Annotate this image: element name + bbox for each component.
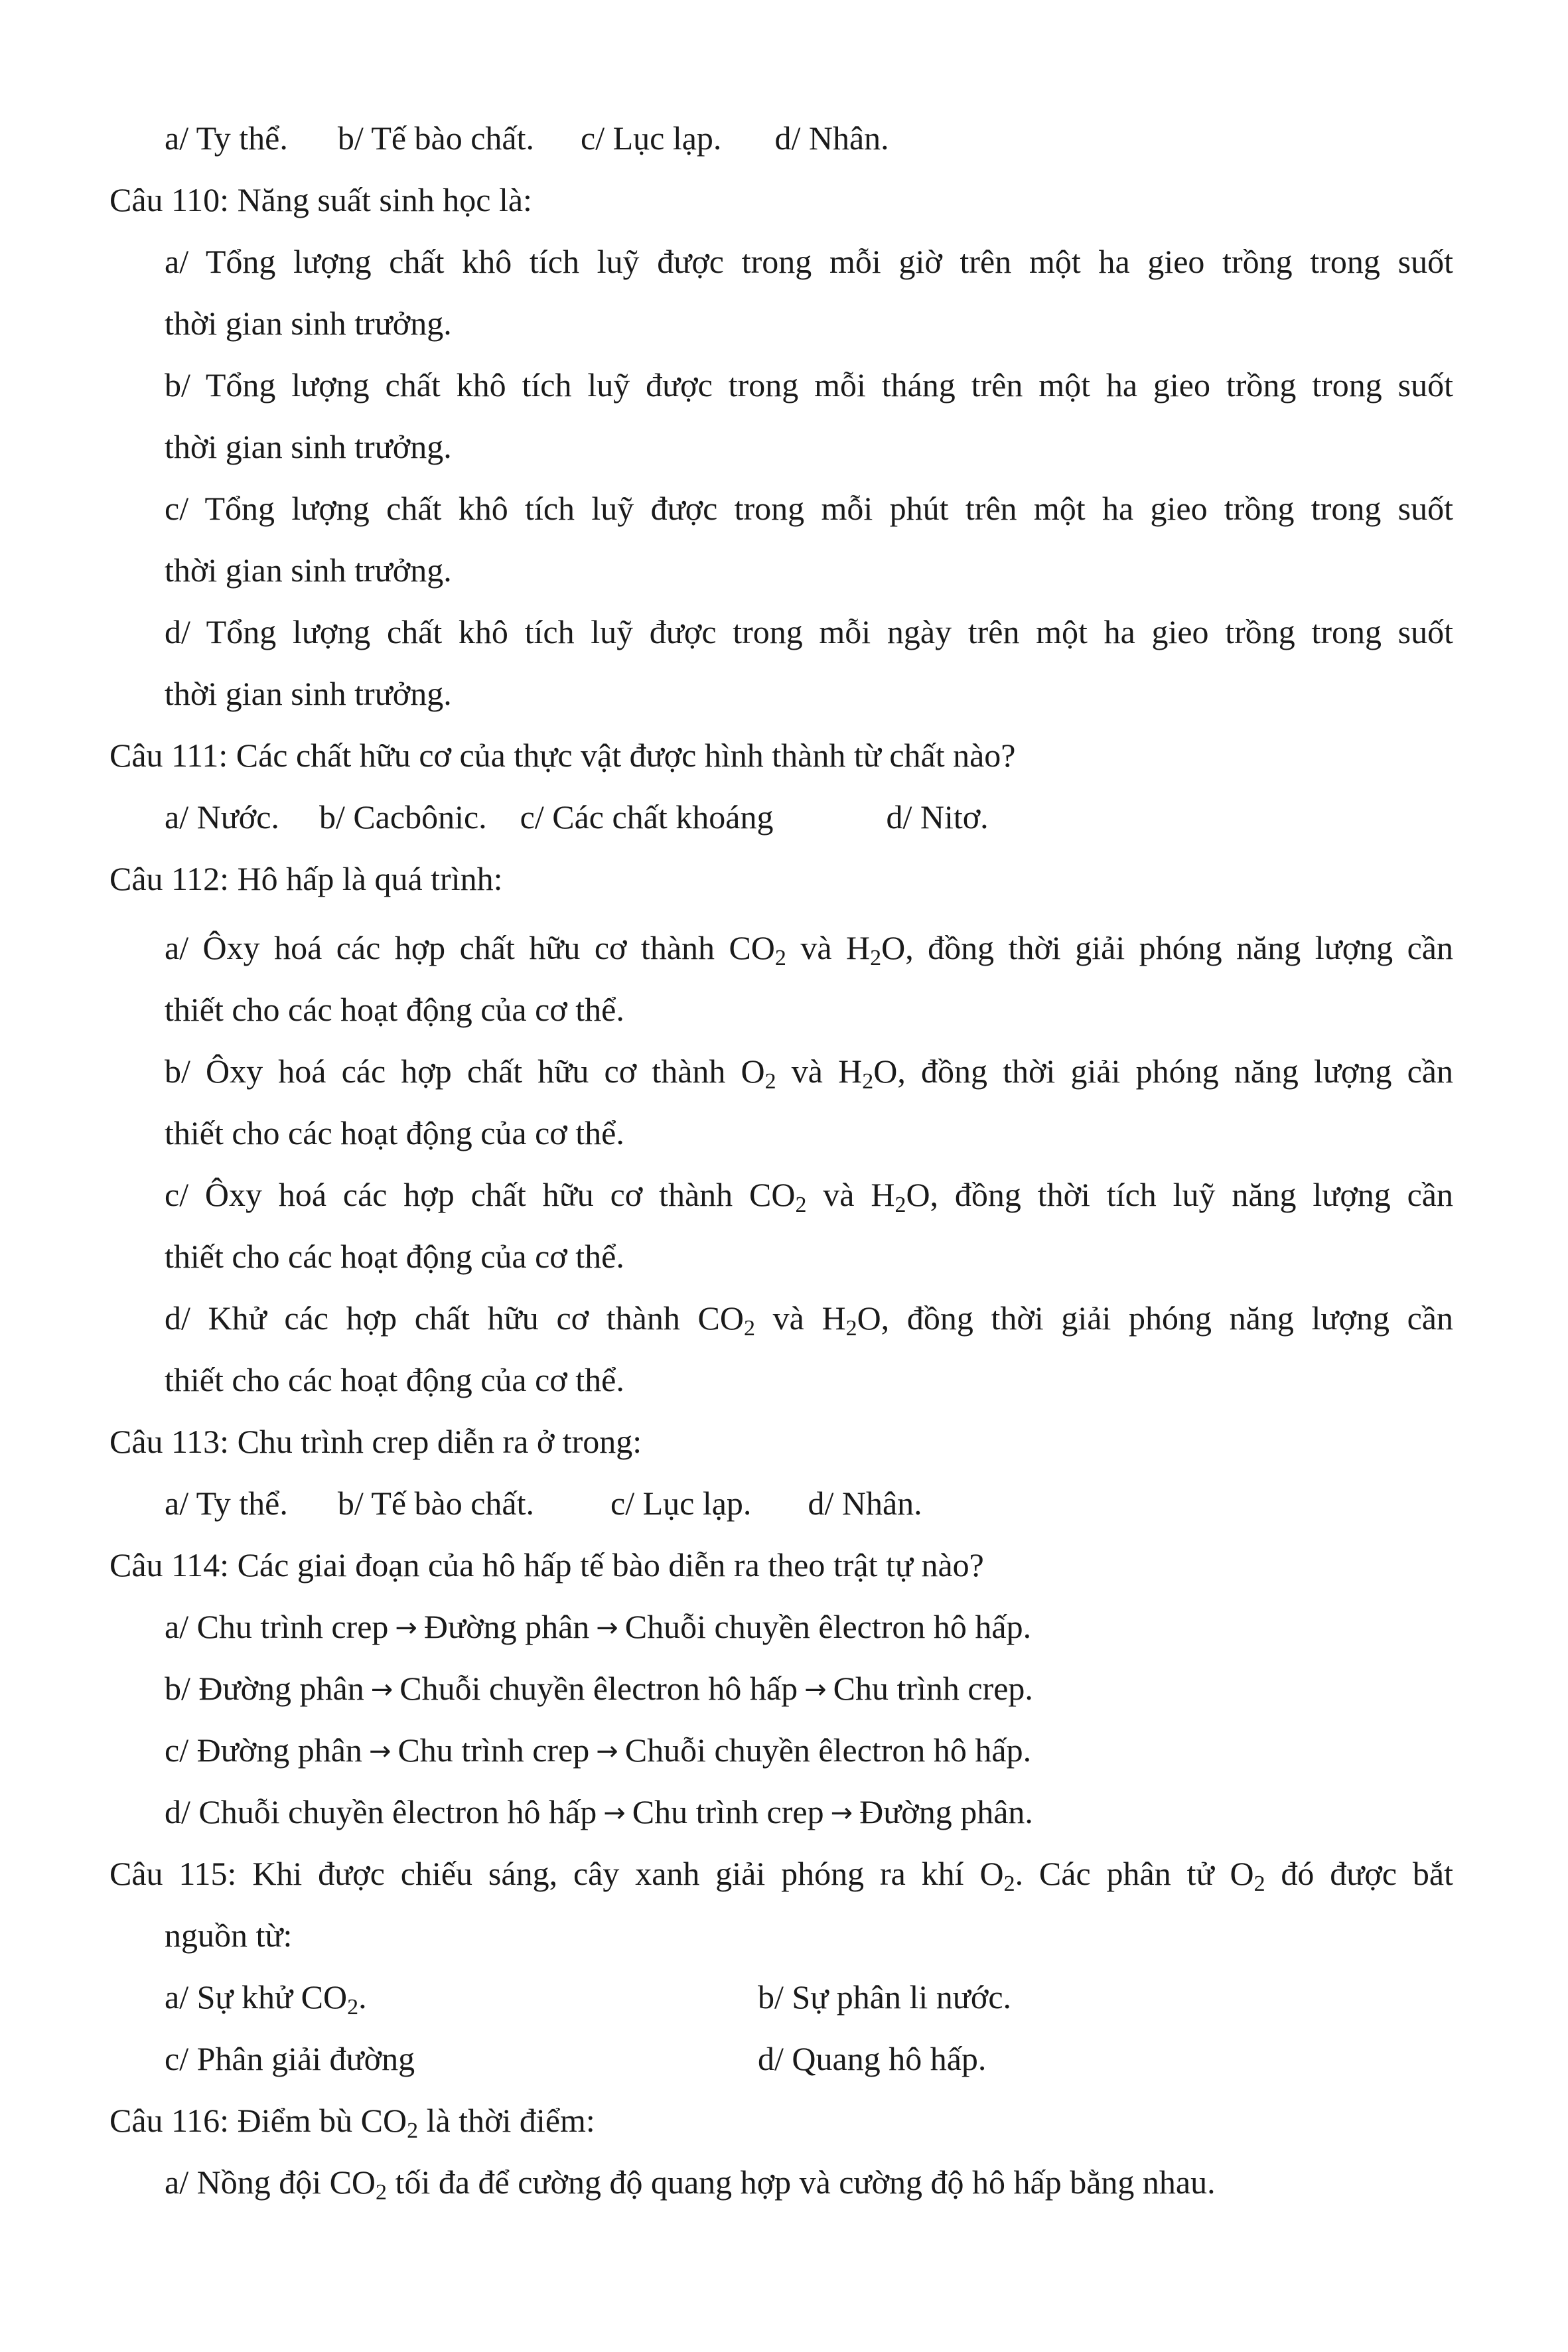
question-111: Câu 111: Các chất hữu cơ của thực vật được hình thành từ chất nào? [109,737,1016,774]
option-b: b/ Tế bào chất. [337,1485,535,1522]
question-114: Câu 114: Các giai đoạn của hô hấp tế bào diễn ra theo trật tự nào? [109,1546,984,1583]
q110-option-a-line1: a/ Tổng lượng chất khô tích luỹ được trong mỗi giờ trên một ha gieo trồng trong suốt [165,243,1453,280]
q110-option-b-line2: thời gian sinh trưởng. [165,428,452,465]
q115-option-a: a/ Sự khử $CO_2$. [165,1978,367,2020]
arrow-right-icon: → [395,1613,417,1643]
q110-option-d-line2: thời gian sinh trưởng. [165,675,452,712]
options-row [165,118,889,158]
q115-option-c: c/ Phân giải đường [165,2040,415,2077]
q111-options-row [165,797,989,837]
option-d: d/ Nhân. [808,1485,922,1522]
question-112: Câu 112: Hô hấp là quá trình: [109,860,503,897]
option-c: c/ Các chất khoáng [520,798,774,836]
arrow-right-icon: → [596,1736,618,1767]
question-115-line2: nguồn từ: [165,1917,293,1954]
arrow-right-icon: → [596,1613,618,1643]
q110-option-c-line1: c/ Tổng lượng chất khô tích luỹ được trong mỗi phút trên một ha gieo trồng trong suốt [165,490,1453,527]
q116-option-a: a/ Nồng đội $CO_2$ tối đa để cường độ quang hợp và cường độ hô hấp bằng nhau. [165,2164,1216,2205]
q112-option-b-line1: b/ Ôxy hoá các hợp chất hữu cơ thành $O_2$ và $H_2O$, đồng thời giải phóng năng lượng cần [165,1053,1453,1094]
question-113: Câu 113: Chu trình crep diễn ra ở trong: [109,1423,642,1460]
q112-option-a-line1: a/ Ôxy hoá các hợp chất hữu cơ thành $CO_2$ và $H_2O$, đồng thời giải phóng năng lượng cần [165,929,1453,970]
q112-option-a-line2: thiết cho các hoạt động của cơ thể. [165,991,624,1028]
question-115-line1: Câu 115: Khi được chiếu sáng, cây xanh giải phóng ra khí $O_2$. Các phân tử $O_2$ đó được bắt [109,1855,1453,1896]
q114-option-c: c/ Đường phân → Chu trình crep → Chuỗi chuyền êlectron hô hấp. [165,1730,1031,1771]
option-a: a/ Ty thể. [165,119,288,157]
q112-option-c-line1: c/ Ôxy hoá các hợp chất hữu cơ thành $CO_2$ và $H_2O$, đồng thời tích luỹ năng lượng cần [165,1176,1454,1217]
q113-options-row [165,1483,922,1523]
q112-option-c-line2: thiết cho các hoạt động của cơ thể. [165,1238,624,1275]
q110-option-b-line1: b/ Tổng lượng chất khô tích luỹ được trong mỗi tháng trên một ha gieo trồng trong suốt [165,366,1453,404]
option-d: d/ Nitơ. [886,798,989,836]
option-b: b/ Tế bào chất. [337,119,535,157]
q112-option-d-line1: d/ Khử các hợp chất hữu cơ thành $CO_2$ và $H_2O$, đồng thời giải phóng năng lượng cần [165,1299,1453,1341]
q115-option-d: d/ Quang hô hấp. [758,2040,987,2077]
option-a: a/ Ty thể. [165,1485,288,1522]
q112-option-d-line2: thiết cho các hoạt động của cơ thể. [165,1361,624,1398]
q115-option-b: b/ Sự phân li nước. [758,1978,1012,2016]
arrow-right-icon: → [804,1674,827,1705]
q114-option-b: b/ Đường phân → Chuỗi chuyền êlectron hô hấp → Chu trình crep. [165,1668,1033,1710]
arrow-right-icon: → [603,1798,626,1828]
arrow-right-icon: → [368,1736,392,1767]
q110-option-a-line2: thời gian sinh trưởng. [165,305,452,342]
q114-option-d: d/ Chuỗi chuyền êlectron hô hấp → Chu trình crep → Đường phân. [165,1792,1033,1833]
arrow-right-icon: → [830,1798,853,1828]
question-110: Câu 110: Năng suất sinh học là: [109,181,532,218]
option-a: a/ Nước. [165,798,279,836]
option-b: b/ Cacbônic. [319,798,487,836]
option-c: c/ Lục lạp. [610,1485,752,1522]
q114-option-a: a/ Chu trình crep → Đường phân → Chuỗi chuyền êlectron hô hấp. [165,1607,1031,1648]
question-116: Câu 116: Điểm bù $CO_2$ là thời điểm: [109,2102,595,2143]
option-d: d/ Nhân. [774,119,889,157]
q110-option-c-line2: thời gian sinh trưởng. [165,551,452,589]
q110-option-d-line1: d/ Tổng lượng chất khô tích luỹ được trong mỗi ngày trên một ha gieo trồng trong suốt [165,613,1453,650]
option-c: c/ Lục lạp. [581,119,722,157]
q112-option-b-line2: thiết cho các hoạt động của cơ thể. [165,1114,624,1151]
arrow-right-icon: → [370,1674,393,1705]
